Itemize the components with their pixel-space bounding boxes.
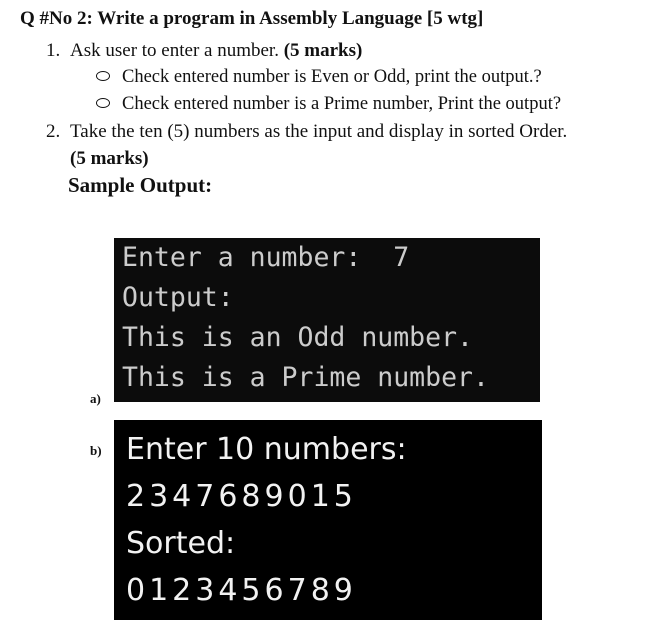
hollow-bullet-icon xyxy=(96,98,110,108)
subitem-prime xyxy=(96,94,561,115)
question-title: Q #No 2: Write a program in Assembly Language [5 wtg] xyxy=(20,8,484,29)
console-b-line-4: 0123456789 xyxy=(126,573,357,608)
subitem-even-odd-text: Check entered number is Even or Odd, print the output.? xyxy=(122,67,542,87)
item-2-text: Take the ten (5) numbers as the input and display in sorted Order. xyxy=(70,121,568,142)
console-b-line-1: Enter 10 numbers: xyxy=(126,432,407,467)
item-2 xyxy=(46,121,567,143)
item-1-number: 1. xyxy=(46,40,61,61)
console-a-line-2: Output: xyxy=(122,282,234,313)
label-b: b) xyxy=(90,443,102,458)
subitem-even-odd xyxy=(96,67,542,88)
hollow-bullet-icon xyxy=(96,71,110,81)
label-a: a) xyxy=(90,391,101,406)
item-2-number: 2. xyxy=(46,121,61,142)
item-1-text: Ask user to enter a number. xyxy=(70,40,284,61)
console-output-a xyxy=(114,238,540,402)
item-2-marks: (5 marks) xyxy=(70,148,149,169)
console-a-line-1: Enter a number: 7 xyxy=(122,242,410,273)
sample-output-title: Sample Output: xyxy=(68,173,213,197)
console-a-line-4: This is a Prime number. xyxy=(122,362,489,393)
item-1 xyxy=(46,40,362,62)
console-b-line-3: Sorted: xyxy=(126,526,236,561)
item-1-marks: (5 marks) xyxy=(283,40,363,61)
subitem-prime-text: Check entered number is a Prime number, Print the output? xyxy=(122,94,562,114)
console-output-b xyxy=(114,420,542,620)
console-b-line-2: 2347689015 xyxy=(126,479,357,514)
console-a-line-3: This is an Odd number. xyxy=(122,322,473,353)
